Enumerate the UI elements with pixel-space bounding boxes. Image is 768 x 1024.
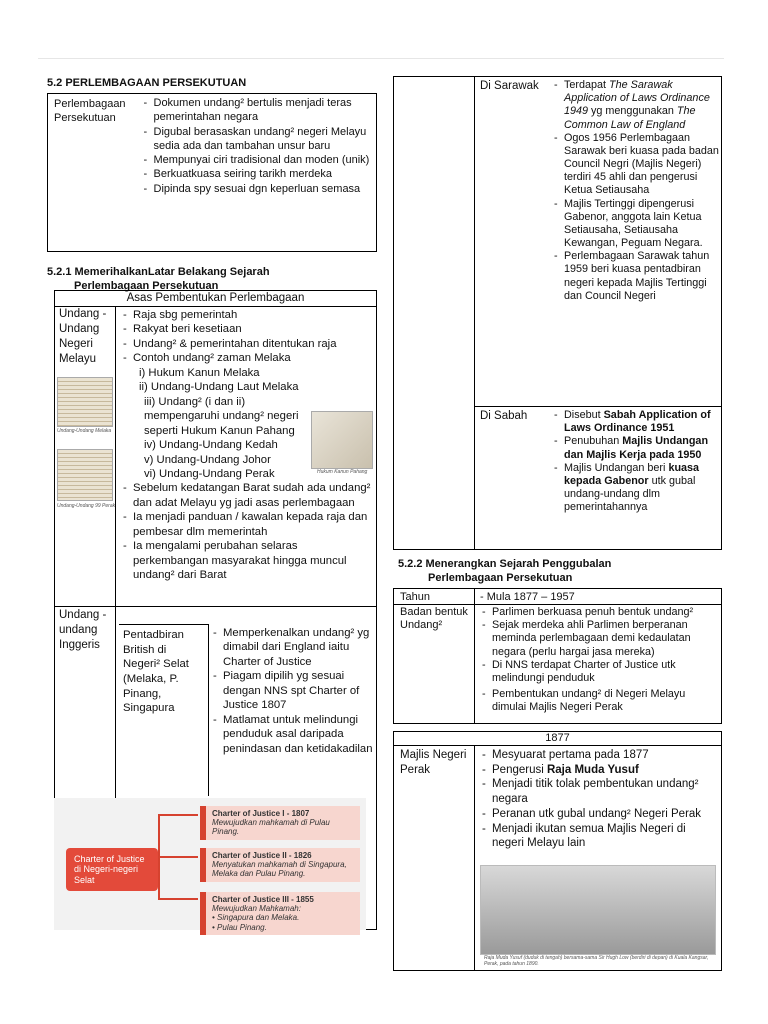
charter-3-bullet: • Singapura dan Melaka.: [212, 913, 300, 923]
list-item: - Rakyat beri kesetiaan: [121, 322, 375, 336]
list-item: - Contoh undang² zaman Melaka: [121, 351, 375, 365]
diagram-connector: [158, 856, 198, 858]
list-item: - Ia menjadi panduan / kawalan kepada raja dan pembesar dlm memerintah: [121, 510, 375, 539]
sabah-content: [552, 409, 720, 514]
malacca-law-image: [57, 377, 113, 427]
list-item: - Majlis Undangan beri kuasa kepada Gabenor utk gubal undang-undang dlm pemerintahannya: [552, 462, 720, 515]
list-item: - Dipinda spy sesuai dgn keperluan semasa: [142, 182, 371, 196]
list-item: - Parlimen berkuasa penuh bentuk undang²: [480, 606, 720, 619]
asas-header: Asas Pembentukan Perlembagaan: [55, 291, 376, 307]
list-item: - Undang² & pemerintahan ditentukan raja: [121, 337, 375, 351]
historical-photo: [480, 865, 716, 955]
section-5-2-title: 5.2 PERLEMBAGAAN PERSEKUTUAN: [47, 77, 247, 89]
list-item: - Penubuhan Majlis Undangan dan Majlis Kerja pada 1950: [552, 435, 720, 461]
tahun-col1: Tahun: [400, 591, 430, 603]
definition-table: [47, 93, 377, 252]
sub-item: i) Hukum Kanun Melaka: [139, 366, 260, 379]
list-item: - Disebut Sabah Application of Laws Ordinance 1951: [552, 409, 720, 435]
list-item: - Pembentukan undang² di Negeri Melayu dimulai Majlis Negeri Perak: [480, 688, 720, 714]
row2-content: [211, 624, 375, 756]
list-item: - Sebelum kedatangan Barat sudah ada undang² dan adat Melayu yg jadi asas perlembagaan: [121, 481, 375, 510]
list-item: - Majlis Tertinggi dipengerusi Gabenor, anggota lain Ketua Setiausaha, Setiausaha Kewangan, Peguam Negara.: [552, 198, 720, 251]
tahun-table: [393, 588, 722, 724]
list-item: - Mesyuarat pertama pada 1877: [480, 748, 720, 763]
image-caption: Undang-Undang 99 Perak: [57, 503, 116, 509]
row2-label: Undang - undang Inggeris: [59, 609, 107, 651]
list-item: - Menjadi ikutan semua Majlis Negeri di negeri Melayu lain: [480, 822, 720, 851]
sub-item: iv) Undang-Undang Kedah: [144, 439, 278, 452]
list-item: - Matlamat untuk melindungi penduduk asal daripada penindasan dan ketidakadilan: [211, 713, 375, 756]
charter-1-desc: Mewujudkan mahkamah di Pulau Pinang.: [212, 818, 330, 837]
col-divider: [474, 589, 475, 723]
pahang-law-image: [311, 411, 373, 469]
charter-1-box: [200, 806, 360, 840]
row1-label: Undang - Undang Negeri Melayu: [59, 308, 107, 365]
col-divider: [115, 307, 116, 606]
sub-item: v) Undang-Undang Johor: [144, 453, 271, 466]
majlis-content: [480, 748, 720, 851]
charter-3-bullet: • Pulau Pinang.: [212, 922, 267, 932]
image-caption: Undang-Undang Melaka: [57, 428, 112, 434]
sarawak-content: [552, 79, 720, 303]
charter-3-title: Charter of Justice III - 1855: [212, 895, 314, 904]
charter-3-desc: Mewujudkan Mahkamah:: [212, 904, 301, 914]
top-rule: [38, 58, 724, 59]
row-divider: [55, 606, 376, 607]
image-caption: Hukum Kanun Pahang: [317, 469, 368, 475]
diagram-main-box: Charter of Justice di Negeri-negeri Selat: [66, 848, 158, 891]
charter-diagram: [54, 798, 366, 930]
list-item: - Di NNS terdapat Charter of Justice utk melindungi penduduk: [480, 659, 720, 685]
col-divider: [474, 77, 475, 549]
list-item: - Memperkenalkan undang² yg dimabil dari England iaitu Charter of Justice: [211, 626, 375, 669]
perak-law-image: [57, 449, 113, 501]
list-item: - Digubal berasaskan undang² negeri Melayu sedia ada dan tambahan unsur baru: [142, 125, 371, 154]
charter-1-title: Charter of Justice I - 1807: [212, 809, 310, 818]
table-1877: [393, 731, 722, 971]
majlis-label: Majlis Negeri Perak: [400, 749, 467, 776]
list-item: - Sejak merdeka ahli Parlimen berperanan meminda perlembagaan demi kedaulatan negara (perlu hargai jasa mereka): [480, 619, 720, 659]
sabah-label: Di Sabah: [480, 410, 528, 422]
list-item: - Piagam dipilih yg sesuai dengan NNS spt Charter of Justice 1807: [211, 669, 375, 712]
list-item: - Menjadi titik tolak pembentukan undang² negara: [480, 777, 720, 806]
sub-item: vi) Undang-Undang Perak: [144, 467, 275, 480]
list-item: - Pengerusi Raja Muda Yusuf: [480, 763, 720, 778]
section-5-2-2-title: [398, 557, 611, 586]
list-item: - Terdapat The Sarawak Application of Laws Ordinance 1949 yg menggunakan The Common Law of England: [552, 79, 720, 132]
definition-list: [142, 96, 371, 196]
list-item: - Ia mengalami perubahan selaras perkembangan masyarakat hingga muncul undang² dari Barat: [121, 539, 375, 582]
states-table: [393, 76, 722, 550]
list-item: - Berkuatkuasa seiring tarikh merdeka: [142, 167, 371, 181]
section-5-2-2-line1: 5.2.2 Menerangkan Sejarah Penggubalan: [398, 558, 612, 570]
charter-2-desc: Menyatukan mahkamah di Singapura, Melaka dan Pulau Pinang.: [212, 860, 347, 879]
list-item: - Peranan utk gubal undang² Negeri Perak: [480, 807, 720, 822]
list-item: - Dokumen undang² bertulis menjadi teras pemerintahan negara: [142, 96, 371, 125]
sarawak-label: Di Sarawak: [480, 80, 539, 92]
tahun-col2: - Mula 1877 – 1957: [480, 591, 575, 603]
section-5-2-1-line1: 5.2.1 MemerihalkanLatar Belakang Sejarah: [47, 266, 270, 278]
list-item: - Raja sbg pemerintah: [121, 308, 375, 322]
list-item: - Mempunyai ciri tradisional dan moden (unik): [142, 153, 371, 167]
section-5-2-1-line2: Perlembagaan Persekutuan: [74, 280, 219, 293]
definition-label: Perlembagaan Persekutuan: [54, 98, 126, 125]
list-item: - Perlembagaan Sarawak tahun 1959 beri kuasa pentadbiran negeri kepada Majlis Tertinggi dan Council Negeri: [552, 250, 720, 303]
tahun-label: Badan bentuk Undang²: [400, 606, 468, 632]
year-header: 1877: [394, 732, 721, 746]
section-5-2-2-line2: Perlembagaan Persekutuan: [428, 572, 573, 585]
sub-item: iii) Undang² (i dan ii) mempengaruhi undang² negeri seperti Hukum Kanun Pahang: [144, 395, 299, 437]
sub-item: ii) Undang-Undang Laut Melaka: [139, 381, 299, 394]
tahun-content: [480, 606, 720, 714]
row-divider: [474, 406, 722, 407]
charter-2-box: [200, 848, 360, 882]
row2-sub-label: Pentadbiran British di Negeri² Selat (Melaka, P. Pinang, Singapura: [119, 624, 209, 796]
charter-3-box: [200, 892, 360, 935]
list-item: - Ogos 1956 Perlembagaan Sarawak beri kuasa pada badan Council Negri (Majlis Negeri) terdiri 45 ahli dan pengerusi Ketua Setiausaha: [552, 132, 720, 198]
photo-caption: Raja Muda Yusuf (duduk di tengah) bersama-sama Sir Hugh Low (berdiri di depan) di Kuala Kangsar, Perak, pada tahun 1890.: [484, 955, 709, 967]
col-divider: [474, 746, 475, 971]
charter-2-title: Charter of Justice II - 1826: [212, 851, 312, 860]
